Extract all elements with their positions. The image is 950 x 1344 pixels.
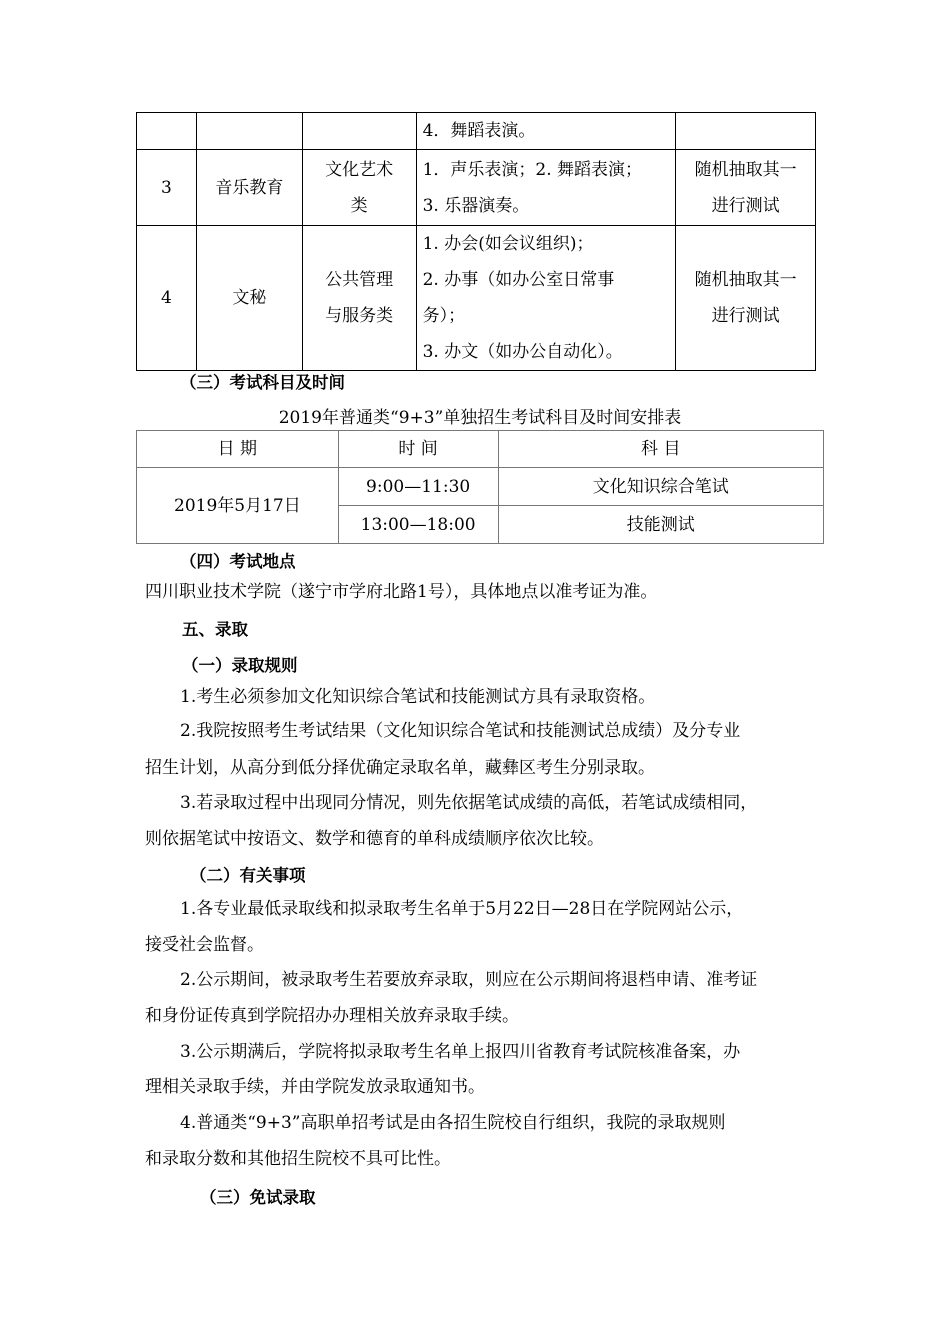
category-line: 文化艺术 — [325, 159, 394, 180]
schedule-caption: 2019年普通类“9+3”单独招生考试科目及时间安排表 — [278, 408, 682, 428]
cell-method — [676, 150, 816, 226]
cell-major: 音乐教育 — [196, 150, 302, 226]
content-line: 务）； — [422, 306, 466, 326]
method-line: 进行测试 — [711, 306, 780, 326]
method-line: 随机抽取其一 — [694, 270, 797, 290]
content-line: 1. 办会(如会议组织)； — [422, 234, 594, 254]
cell-content — [416, 150, 676, 226]
location-text: 四川职业技术学院（遂宁市学府北路1号），具体地点以准考证为准。 — [145, 582, 658, 602]
rule-2-line: 2.我院按照考生考试结果（文化知识综合笔试和技能测试总成绩）及分专业 — [180, 721, 741, 741]
method-line: 进行测试 — [711, 195, 780, 216]
cell-category — [302, 226, 416, 371]
cell-major — [196, 113, 302, 150]
category-line: 类 — [350, 195, 368, 216]
cell-no: 3 — [137, 150, 197, 226]
cell-no — [137, 113, 197, 150]
cell-content — [416, 226, 676, 371]
cell-time: 13:00—18:00 — [338, 506, 498, 544]
cell-method — [676, 113, 816, 150]
section-heading-rules: （一）录取规则 — [182, 656, 298, 675]
table-row — [137, 150, 816, 226]
cell-subject: 技能测试 — [498, 506, 823, 544]
content-line: 3. 办文（如办公自动化）。 — [422, 342, 623, 362]
section-heading-admission: 五、录取 — [182, 620, 248, 639]
rule-3-line: 则依据笔试中按语文、数学和德育的单科成绩顺序依次比较。 — [145, 829, 604, 849]
table-row — [137, 113, 816, 150]
cell-time: 9:00—11:30 — [338, 468, 498, 506]
matter-1-line: 1.各专业最低录取线和拟录取考生名单于5月22日—28日在学院网站公示， — [180, 899, 744, 919]
rule-1-line: 1.考生必须参加文化知识综合笔试和技能测试方具有录取资格。 — [180, 687, 656, 707]
rule-2-line: 招生计划，从高分到低分择优确定录取名单，藏彝区考生分别录取。 — [145, 758, 655, 778]
cell-subject: 文化知识综合笔试 — [498, 468, 823, 506]
cell-category — [302, 150, 416, 226]
matter-3-line: 理相关录取手续，并由学院发放录取通知书。 — [145, 1077, 485, 1097]
section-heading-matters: （二）有关事项 — [190, 866, 306, 885]
header-subject: 科 目 — [498, 431, 823, 468]
section-heading-location: （四）考试地点 — [180, 552, 296, 571]
cell-major: 文秘 — [196, 226, 302, 371]
cell-category — [302, 113, 416, 150]
matter-2-line: 2.公示期间，被录取考生若要放弃录取，则应在公示期间将退档申请、准考证 — [180, 970, 758, 990]
header-time: 时 间 — [338, 431, 498, 468]
table-header-row — [137, 431, 824, 468]
method-line: 随机抽取其一 — [694, 159, 797, 180]
section-heading-exam-time: （三）考试科目及时间 — [180, 373, 345, 392]
category-line: 与服务类 — [325, 306, 394, 326]
cell-date: 2019年5月17日 — [137, 468, 339, 544]
table-row — [137, 468, 824, 506]
content-line: 2. 办事（如办公室日常事 — [422, 270, 615, 290]
cell-method — [676, 226, 816, 371]
content-line: 1．声乐表演；2. 舞蹈表演； — [422, 159, 643, 180]
header-date: 日 期 — [137, 431, 339, 468]
matter-1-line: 接受社会监督。 — [145, 935, 264, 955]
rule-3-line: 3.若录取过程中出现同分情况，则先依据笔试成绩的高低，若笔试成绩相同， — [180, 793, 758, 813]
section-heading-exempt: （三）免试录取 — [200, 1188, 316, 1207]
matter-4-line: 4.普通类“9+3”高职单招考试是由各招生院校自行组织，我院的录取规则 — [180, 1113, 726, 1133]
content-line: 4．舞蹈表演。 — [422, 121, 536, 141]
major-test-table — [136, 112, 816, 371]
matter-2-line: 和身份证传真到学院招办办理相关放弃录取手续。 — [145, 1006, 519, 1026]
schedule-table — [136, 430, 824, 544]
cell-content — [416, 113, 676, 150]
matter-4-line: 和录取分数和其他招生院校不具可比性。 — [145, 1149, 451, 1169]
table-row — [137, 226, 816, 371]
content-line: 3. 乐器演奏。 — [422, 195, 530, 216]
matter-3-line: 3.公示期满后，学院将拟录取考生名单上报四川省教育考试院核准备案，办 — [180, 1042, 741, 1062]
category-line: 公共管理 — [325, 270, 394, 290]
cell-no: 4 — [137, 226, 197, 371]
